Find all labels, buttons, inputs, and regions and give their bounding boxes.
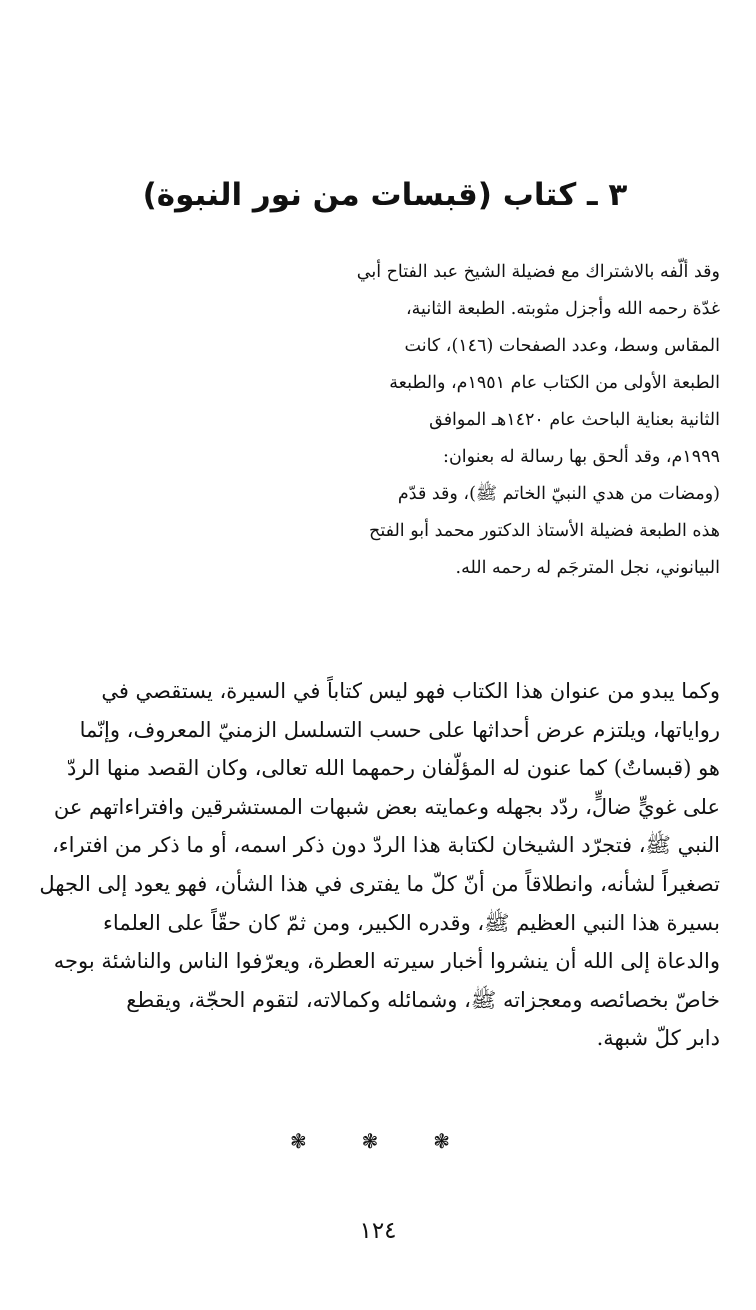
ornament-star-icon: ❃ xyxy=(290,1129,307,1153)
body-line: هو (قبساتٌ) كما عنون له المؤلّفان رحمهما الله تعالى، وكان القصد منها الردّ xyxy=(67,756,720,781)
body-line: تصغيراً لشأنه، وانطلاقاً من أنّ كلّ ما يفترى في هذا الشأن، فهو يعود إلى الجهل xyxy=(39,871,720,896)
note-line: المقاس وسط، وعدد الصفحات (١٤٦)، كانت xyxy=(404,336,720,356)
note-line: غدّة رحمه الله وأجزل مثوبته. الطبعة الثانية، xyxy=(406,299,720,319)
note-line: ١٩٩٩م، وقد ألحق بها رسالة له بعنوان: xyxy=(443,447,720,467)
book-note-paragraph xyxy=(356,254,720,587)
body-line: وكما يبدو من عنوان هذا الكتاب فهو ليس كتاباً في السيرة، يستقصي في xyxy=(101,679,720,703)
ornament-star-icon: ❃ xyxy=(433,1129,450,1153)
section-heading: ٣ ـ كتاب (قبسات من نور النبوة) xyxy=(142,177,628,213)
note-line: الطبعة الأولى من الكتاب عام ١٩٥١م، والطبعة xyxy=(389,373,720,393)
body-line: دابر كلّ شبهة. xyxy=(596,1026,720,1051)
body-paragraph xyxy=(30,672,720,1058)
note-line: (ومضات من هدي النبيّ الخاتم ﷺ)، وقد قدّم xyxy=(397,484,720,504)
note-line: الثانية بعناية الباحث عام ١٤٢٠هـ الموافق xyxy=(429,410,720,430)
ornament-star-icon: ❃ xyxy=(361,1129,379,1153)
body-line: النبي ﷺ، فتجرّد الشيخان لكتابة هذا الردّ دون ذكر اسمه، أو ما ذكر من افتراء، xyxy=(51,833,720,858)
body-line: رواياتها، ويلتزم عرض أحداثها على حسب التسلسل الزمنيّ المعروف، وإنّما xyxy=(79,717,720,742)
note-line: البيانوني، نجل المترجَم له رحمه الله. xyxy=(455,558,720,578)
section-divider xyxy=(290,1126,450,1156)
note-line: وقد ألّفه بالاشتراك مع فضيلة الشيخ عبد الفتاح أبي xyxy=(356,262,720,282)
body-line: خاصّ بخصائصه ومعجزاته ﷺ، وشمائله وكمالاته، لتقوم الحجّة، ويقطع xyxy=(126,987,720,1012)
body-line: على غويٍّ ضالٍّ، ردّد بجهله وعمايته بعض شبهات المستشرقين وافتراءاتهم عن xyxy=(53,794,720,819)
note-line: هذه الطبعة فضيلة الأستاذ الدكتور محمد أبو الفتح xyxy=(369,521,720,541)
body-line: والدعاة إلى الله أن ينشروا أخبار سيرته العطرة، ويعرّفوا الناس والناشئة بوجه xyxy=(53,949,720,974)
body-line: بسيرة هذا النبي العظيم ﷺ، وقدره الكبير، ومن ثمّ كان حقّاً على العلماء xyxy=(103,910,720,935)
page-number: ١٢٤ xyxy=(359,1218,397,1244)
